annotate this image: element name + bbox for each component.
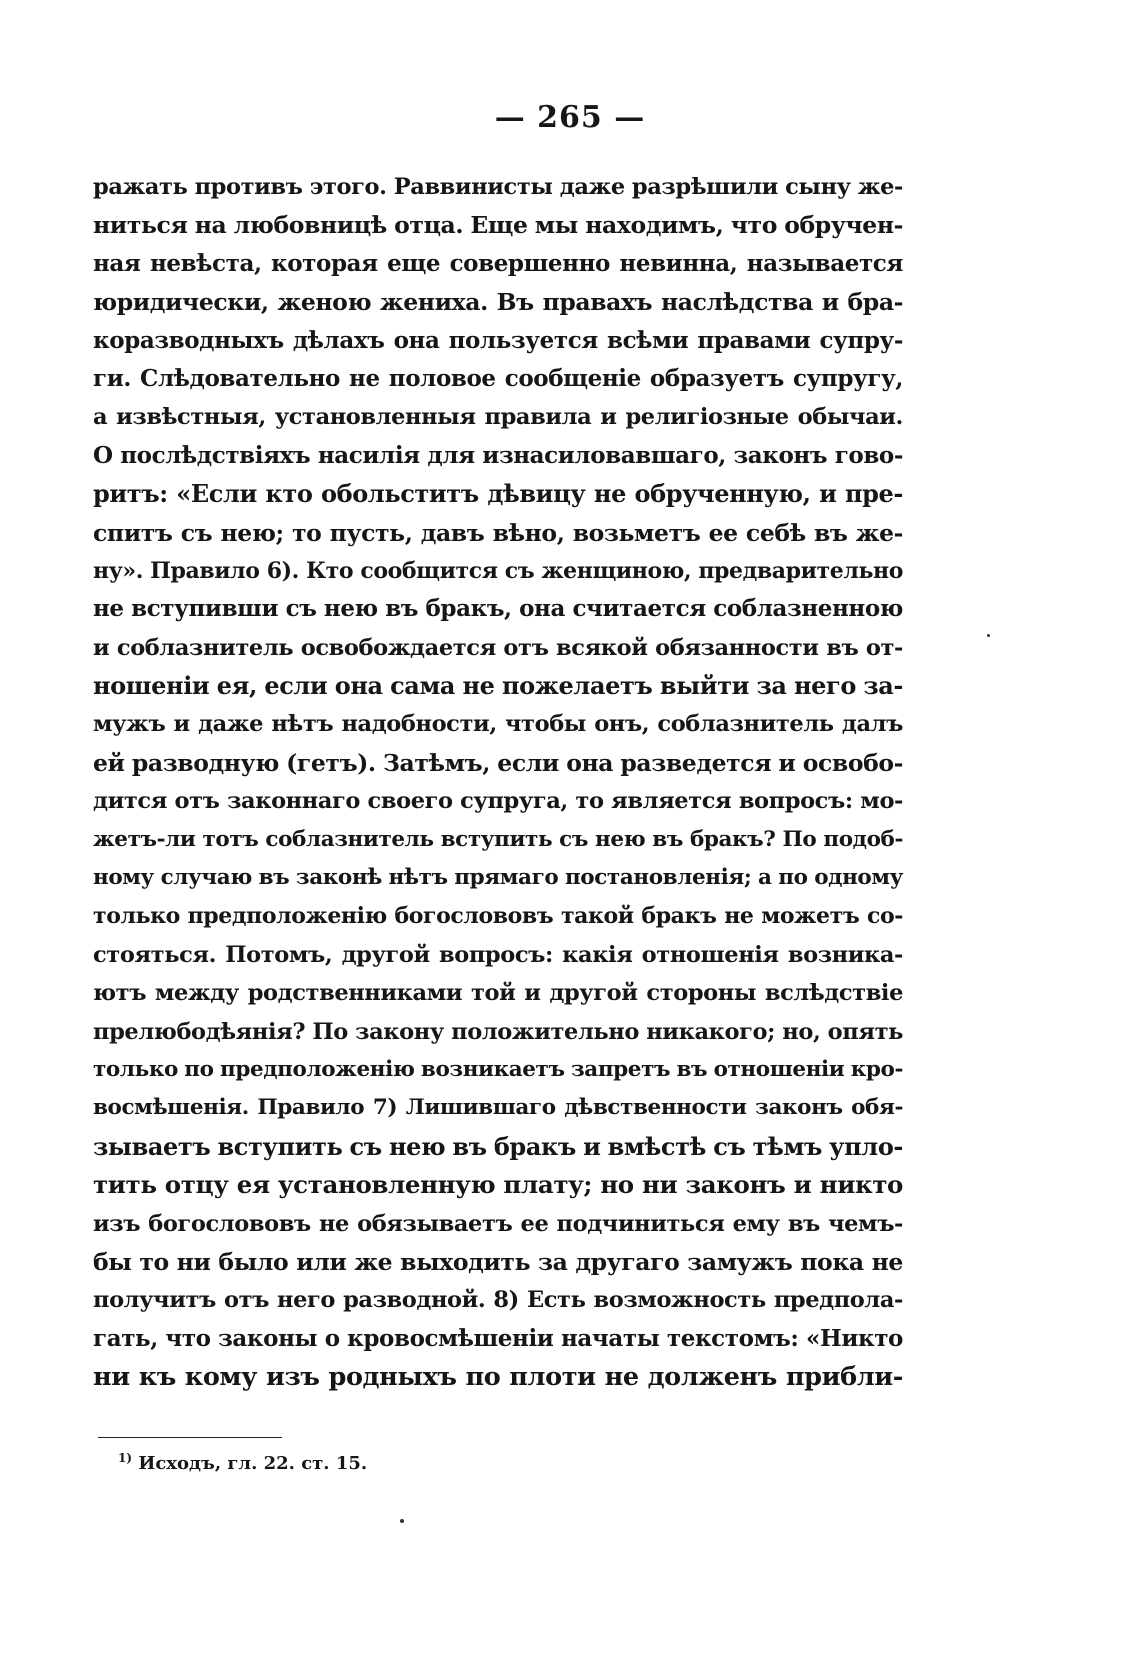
text-line: ей разводную (гетъ). Затѣмъ, если она разведется и освобо- [93, 748, 903, 777]
footnote-text: Исходъ, гл. 22. ст. 15. [138, 1453, 368, 1474]
text-line: зываетъ вступить съ нею въ бракъ и вмѣстѣ съ тѣмъ упло- [93, 1131, 903, 1161]
body-text [93, 168, 903, 1397]
text-line: стояться. Потомъ, другой вопросъ: какiя отношенiя возника- [93, 941, 903, 968]
text-line: ниться на любовницѣ отца. Еще мы находимъ, что обручен- [93, 211, 903, 240]
footnote [118, 1453, 367, 1474]
text-line: ни къ кому изъ родныхъ по плоти не долженъ прибли- [93, 1362, 903, 1393]
text-line: получитъ отъ него разводной. 8) Есть возможность предпола- [93, 1287, 903, 1314]
text-line: только по предположенiю возникаетъ запретъ въ отношенiи кро- [93, 1056, 903, 1082]
text-line: а извѣстныя, установленныя правила и религiозные обычаи. [93, 404, 903, 431]
text-line: ритъ: «Если кто обольститъ дѣвицу не обрученную, и пре- [93, 479, 903, 509]
text-line: и соблазнитель освобождается отъ всякой обязанности въ от- [93, 634, 903, 661]
text-line: изъ богослововъ не обязываетъ ее подчиниться ему въ чемъ- [93, 1210, 903, 1237]
text-line: юридически, женою жениха. Въ правахъ наслѣдства и бра- [93, 288, 903, 317]
text-line: восмѣшенiя. Правило 7) Лишившаго дѣвственности законъ обя- [93, 1095, 903, 1121]
text-line: гать, что законы о кровосмѣшенiи начаты текстомъ: «Никто [93, 1324, 903, 1352]
text-line: ношенiи ея, если она сама не пожелаетъ выйти за него за- [93, 671, 903, 701]
text-line: жетъ-ли тотъ соблазнитель вступить съ нею въ бракъ? По подоб- [93, 826, 903, 852]
text-line: прелюбодѣянiя? По закону положительно никакого; но, опять [93, 1018, 903, 1045]
text-line: бы то ни было или же выходить за другаго замужъ пока не [93, 1247, 903, 1276]
footnote-rule [98, 1437, 282, 1438]
text-line: не вступивши съ нею въ бракъ, она считается соблазненною [93, 595, 903, 623]
text-line: ги. Слѣдовательно не половое сообщенiе образуетъ супругу, [93, 364, 903, 392]
footnote-marker: 1) [118, 1451, 133, 1465]
text-line: тить отцу ея установленную плату; но ни законъ и никто [93, 1170, 903, 1200]
text-line: спитъ съ нею; то пусть, давъ вѣно, возьметъ ее себѣ въ же- [93, 518, 903, 547]
print-speck [987, 634, 990, 637]
text-line: мужъ и даже нѣтъ надобности, чтобы онъ, соблазнитель далъ [93, 711, 903, 738]
text-line: ну». Правило 6). Кто сообщится съ женщиною, предварительно [93, 557, 903, 584]
text-line: О послѣдствiяхъ насилiя для изнасиловавшаго, законъ гово- [93, 441, 903, 469]
text-line: ютъ между родственниками той и другой стороны вслѣдствiе [93, 980, 903, 1007]
page-number: — 265 — [494, 100, 646, 135]
text-line: коразводныхъ дѣлахъ она пользуется всѣми правами супру- [93, 326, 903, 354]
text-line: ная невѣста, которая еще совершенно невинна, называется [93, 249, 903, 277]
text-line: только предположенiю богослововъ такой бракъ не можетъ со- [93, 903, 903, 930]
text-line: ражать противъ этого. Раввинисты даже разрѣшили сыну же- [93, 174, 903, 200]
text-line: ному случаю въ законѣ нѣтъ прямаго постановленiя; а по одному [93, 865, 903, 891]
text-line: дится отъ законнаго своего супруга, то является вопросъ: мо- [93, 788, 903, 815]
print-speck [400, 1519, 404, 1523]
